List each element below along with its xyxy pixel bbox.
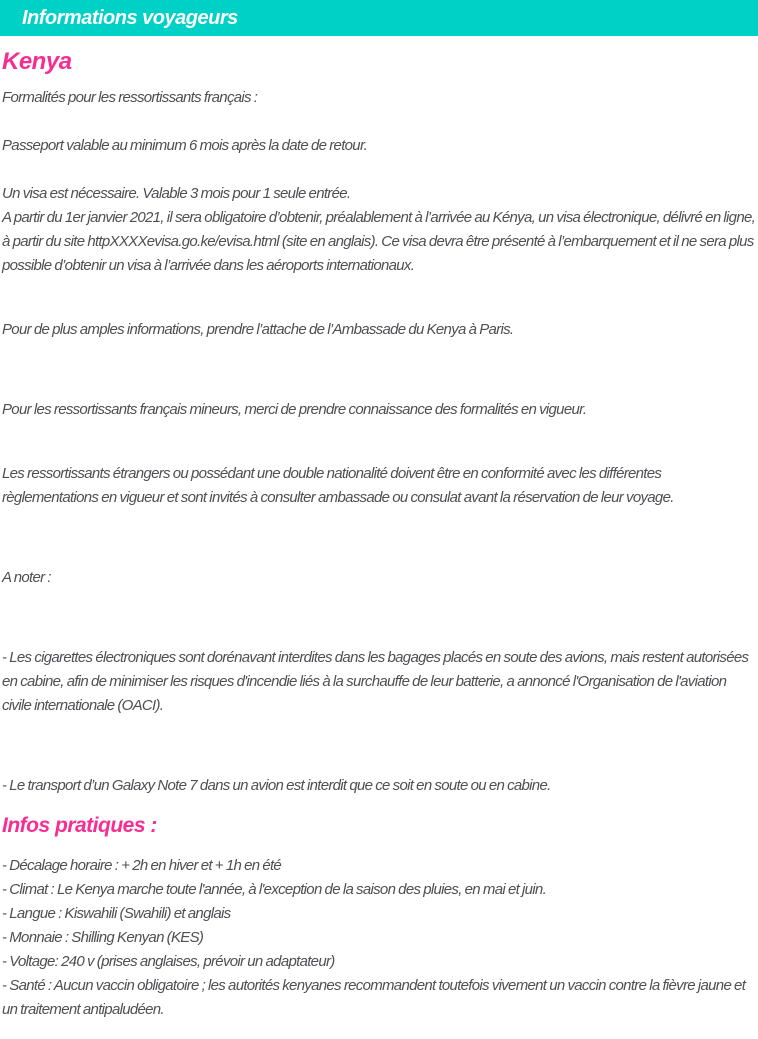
info-voltage: - Voltage: 240 v (prises anglaises, prévoir un adaptateur) xyxy=(2,953,335,970)
banner-title: Informations voyageurs xyxy=(22,6,238,29)
paragraph-evisa: A partir du 1er janvier 2021, il sera obligatoire d’obtenir, préalablement à l’arrivée au Kénya, un visa électronique, délivré en ligne, à partir du site httpXXXXevisa.go.ke/evisa.html (site en anglais). Ce visa devra être présenté à l’embarquement et il ne sera plus possible d’obtenir un visa à l’arrivée dans les aéroports internationaux. xyxy=(2,209,756,274)
banner xyxy=(0,0,758,36)
paragraph-passeport: Passeport valable au minimum 6 mois après la date de retour. xyxy=(2,137,368,154)
paragraph-mineurs: Pour les ressortissants français mineurs, merci de prendre connaissance des formalités en vigueur. xyxy=(2,401,587,418)
info-climat: - Climat : Le Kenya marche toute l'année, à l'exception de la saison des pluies, en mai et juin. xyxy=(2,881,547,898)
infos-pratiques-heading: Infos pratiques : xyxy=(2,814,157,837)
info-decalage-horaire: - Décalage horaire : + 2h en hiver et + 1h en été xyxy=(2,857,282,874)
paragraph-ambassade: Pour de plus amples informations, prendre l’attache de l’Ambassade du Kenya à Paris. xyxy=(2,321,514,338)
content xyxy=(0,47,758,1022)
paragraph-galaxy-note: - Le transport d’un Galaxy Note 7 dans un avion est interdit que ce soit en soute ou en cabine. xyxy=(2,777,551,794)
paragraph-a-noter: A noter : xyxy=(2,569,51,586)
paragraph-formalites: Formalités pour les ressortissants français : xyxy=(2,89,258,106)
info-sante: - Santé : Aucun vaccin obligatoire ; les autorités kenyanes recommandent toutefois vivement un vaccin contre la fièvre jaune et un traitement antipaludéen. xyxy=(2,977,746,1018)
info-monnaie: - Monnaie : Shilling Kenyan (KES) xyxy=(2,929,204,946)
info-langue: - Langue : Kiswahili (Swahili) et anglais xyxy=(2,905,231,922)
paragraph-visa: Un visa est nécessaire. Valable 3 mois pour 1 seule entrée. xyxy=(2,185,351,202)
paragraph-double-nationalite: Les ressortissants étrangers ou possédant une double nationalité doivent être en conformité avec les différentes règlementations en vigueur et sont invités à consulter ambassade ou consulat avant la réservation de leur voyage. xyxy=(2,465,674,506)
paragraph-cigarettes: - Les cigarettes électroniques sont dorénavant interdites dans les bagages placés en soute des avions, mais restent autorisées en cabine, afin de minimiser les risques d'incendie liés à la surchauffe de leur batterie, a annoncé l'Organisation de l'aviation civile internationale (OACI). xyxy=(2,649,749,714)
country-heading: Kenya xyxy=(2,48,72,75)
